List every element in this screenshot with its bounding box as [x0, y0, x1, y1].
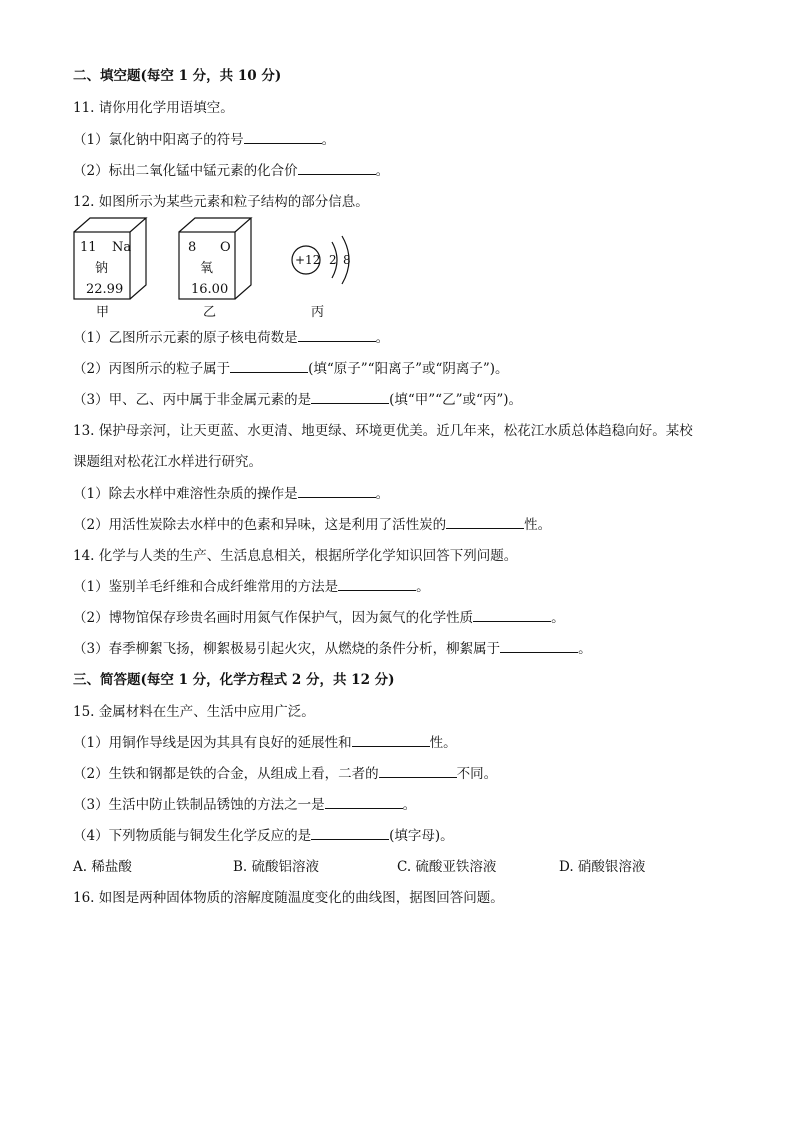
element-cubes-drawing	[70, 210, 370, 322]
answer-blank[interactable]	[311, 827, 389, 840]
q11-part1-end: 。	[321, 132, 336, 148]
q12-part3-end: (填“甲”“乙”或“丙”)。	[389, 392, 523, 408]
q12-part3	[73, 391, 522, 409]
q15-option-d[interactable]: D. 硝酸银溶液	[559, 859, 646, 875]
q15-part4	[73, 827, 454, 845]
q12-part1-text: （1）乙图所示元素的原子核电荷数是	[73, 330, 298, 346]
shell-1-electrons: 2	[329, 253, 337, 267]
q15-part4-end: (填字母)。	[389, 828, 454, 844]
q15-part3	[73, 796, 416, 814]
answer-blank[interactable]	[230, 360, 308, 373]
answer-blank[interactable]	[298, 162, 376, 175]
q12-figure	[70, 210, 370, 322]
q14-part1	[73, 578, 430, 596]
q11-part1	[73, 131, 335, 149]
q14-part1-end: 。	[416, 579, 430, 595]
cube-yi-top	[179, 218, 251, 232]
q11-part2-text: （2）标出二氧化锰中锰元素的化合价	[73, 163, 298, 179]
atomic-mass-na: 22.99	[86, 282, 124, 297]
answer-blank[interactable]	[325, 796, 403, 809]
q12-part1-end: 。	[375, 330, 390, 346]
section-3-heading: 三、简答题(每空 1 分，化学方程式 2 分，共 12 分)	[73, 672, 395, 688]
q12-part3-text: （3）甲、乙、丙中属于非金属元素的是	[73, 392, 312, 408]
answer-blank[interactable]	[298, 329, 376, 342]
q12-part2	[73, 360, 509, 378]
q15-part2	[73, 765, 497, 783]
answer-blank[interactable]	[379, 765, 457, 778]
q15-stem: 15. 金属材料在生产、生活中应用广泛。	[73, 704, 315, 720]
q14-part2-text: （2）博物馆保存珍贵名画时用氮气作保护气，因为氮气的化学性质	[73, 610, 474, 626]
q11-stem: 11. 请你用化学用语填空。	[73, 100, 234, 116]
q14-part2	[73, 609, 565, 627]
q13-part2	[73, 516, 551, 534]
answer-blank[interactable]	[311, 391, 389, 404]
q13-part1	[73, 485, 389, 503]
element-name-na: 钠	[95, 261, 109, 276]
q13-stem-line2: 课题组对松花江水样进行研究。	[73, 454, 262, 470]
q15-option-c[interactable]: C. 硫酸亚铁溶液	[397, 859, 497, 875]
q14-part3-end: 。	[578, 641, 592, 657]
answer-blank[interactable]	[338, 578, 416, 591]
q12-part2-end: (填“原子”“阳离子”或“阴离子”)。	[308, 361, 509, 377]
atomic-number-o: 8	[188, 240, 197, 255]
section-2-heading: 二、填空题(每空 1 分，共 10 分)	[73, 68, 282, 84]
q13-part2-text: （2）用活性炭除去水样中的色素和异味，这是利用了活性炭的	[73, 517, 447, 533]
cube-jia-top	[74, 218, 146, 232]
element-name-o: 氧	[200, 261, 214, 276]
caption-yi: 乙	[203, 305, 217, 320]
q11-part2-end: 。	[375, 163, 390, 179]
atomic-mass-o: 16.00	[191, 282, 229, 297]
answer-blank[interactable]	[298, 485, 376, 498]
caption-jia: 甲	[96, 305, 110, 320]
q16-stem: 16. 如图是两种固体物质的溶解度随温度变化的曲线图，据图回答问题。	[73, 890, 504, 906]
q15-option-b[interactable]: B. 硫酸铝溶液	[233, 859, 320, 875]
nucleus-charge: +12	[295, 253, 321, 267]
q15-part4-text: （4）下列物质能与铜发生化学反应的是	[73, 828, 312, 844]
element-symbol-na: Na	[112, 240, 132, 255]
q14-part1-text: （1）鉴别羊毛纤维和合成纤维常用的方法是	[73, 579, 339, 595]
q13-stem-line1: 13. 保护母亲河，让天更蓝、水更清、地更绿、环境更优美。近几年来，松花江水质总体趋稳向好。某校	[73, 423, 693, 439]
q15-part1-end: 性。	[429, 735, 457, 751]
q14-part3-text: （3）春季柳絮飞扬，柳絮极易引起火灾，从燃烧的条件分析，柳絮属于	[73, 641, 501, 657]
q15-part1-text: （1）用铜作导线是因为其具有良好的延展性和	[73, 735, 352, 751]
q15-part1	[73, 734, 457, 752]
shell-2-electrons: 8	[343, 253, 351, 267]
answer-blank[interactable]	[352, 734, 430, 747]
q13-part1-end: 。	[375, 486, 390, 502]
q12-part1	[73, 329, 389, 347]
q13-part1-text: （1）除去水样中难溶性杂质的操作是	[73, 486, 298, 502]
caption-bing: 丙	[311, 305, 325, 320]
q15-part3-text: （3）生活中防止铁制品锈蚀的方法之一是	[73, 797, 325, 813]
atomic-number-na: 11	[80, 240, 97, 255]
q11-part1-text: （1）氯化钠中阳离子的符号	[73, 132, 244, 148]
q14-stem: 14. 化学与人类的生产、生活息息相关，根据所学化学知识回答下列问题。	[73, 548, 518, 564]
q14-part2-end: 。	[551, 610, 565, 626]
q13-part2-end: 性。	[524, 517, 552, 533]
q15-part2-end: 不同。	[456, 766, 498, 782]
q15-part3-end: 。	[402, 797, 417, 813]
q14-part3	[73, 640, 592, 658]
answer-blank[interactable]	[500, 640, 578, 653]
q12-part2-text: （2）丙图所示的粒子属于	[73, 361, 231, 377]
answer-blank[interactable]	[473, 609, 551, 622]
answer-blank[interactable]	[446, 516, 524, 529]
q11-part2	[73, 162, 389, 180]
element-symbol-o: O	[220, 240, 231, 255]
q12-stem: 12. 如图所示为某些元素和粒子结构的部分信息。	[73, 194, 369, 210]
q15-part2-text: （2）生铁和钢都是铁的合金，从组成上看，二者的	[73, 766, 379, 782]
answer-blank[interactable]	[244, 131, 322, 144]
q15-option-a[interactable]: A. 稀盐酸	[73, 859, 132, 875]
